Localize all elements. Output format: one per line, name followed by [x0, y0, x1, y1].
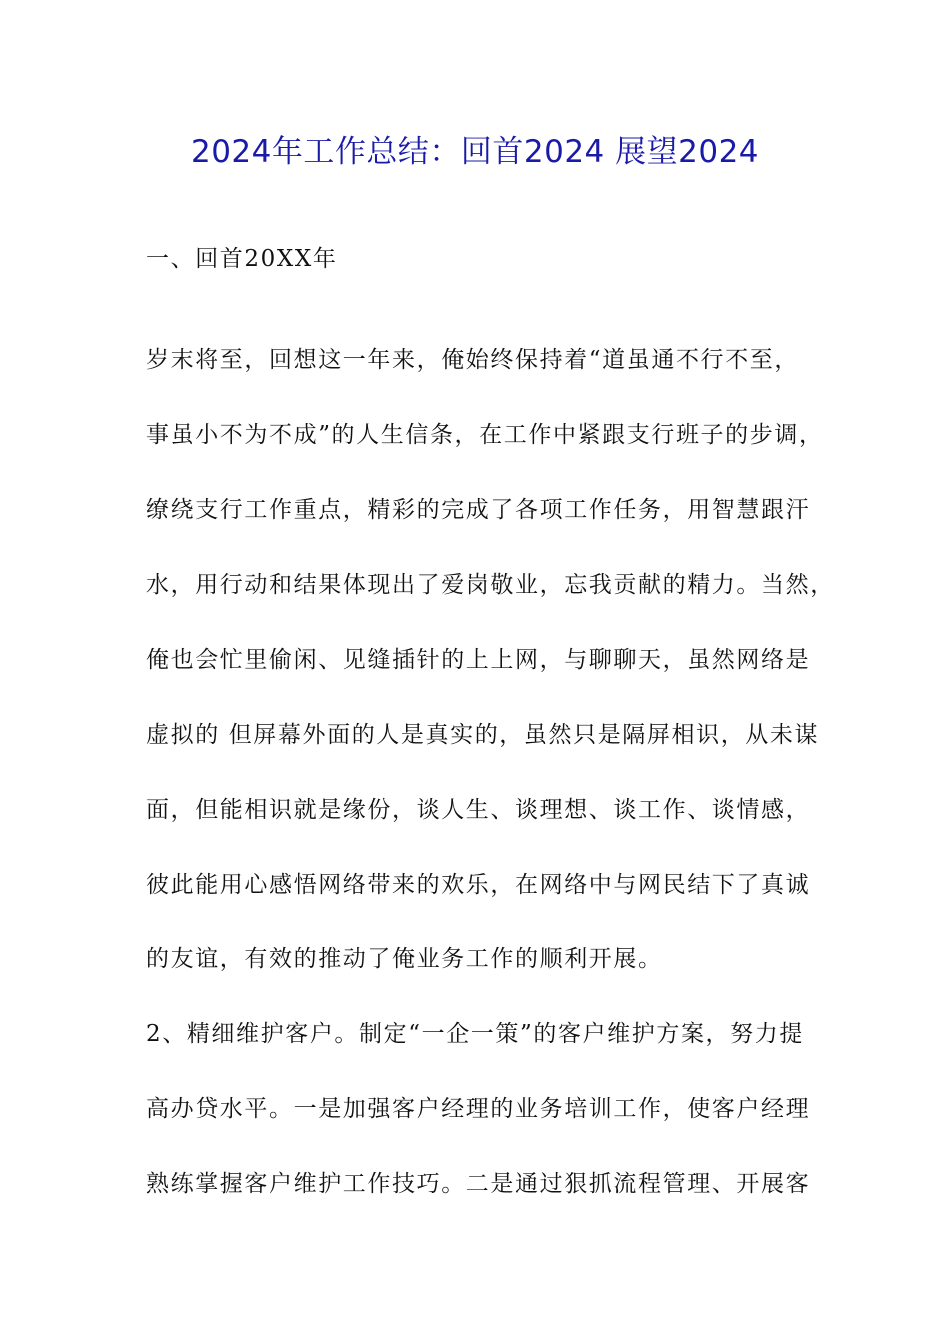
- paragraph-line: 缭绕支行工作重点，精彩的完成了各项工作任务，用智慧跟汗: [146, 497, 811, 523]
- paragraph-line: 岁末将至，回想这一年来，俺始终保持着“道虽通不行不至，: [146, 347, 799, 373]
- paragraph-line: 水，用行动和结果体现出了爱岗敬业，忘我贡献的精力。当然，: [146, 572, 835, 598]
- paragraph-line: 的友谊，有效的推动了俺业务工作的顺利开展。: [146, 946, 663, 972]
- paragraph-line: 高办贷水平。一是加强客户经理的业务培训工作，使客户经理: [146, 1096, 811, 1122]
- paragraph-line: 2、精细维护客户。制定“一企一策”的客户维护方案，努力提: [146, 1021, 804, 1047]
- paragraph-line: 虚拟的 但屏幕外面的人是真实的，虽然只是隔屏相识，从未谋: [146, 722, 820, 748]
- paragraph-line: 俺也会忙里偷闲、见缝插针的上上网，与聊聊天，虽然网络是: [146, 647, 811, 673]
- section-heading: 一、回首20XX年: [146, 246, 338, 272]
- document-title: 2024年工作总结：回首2024 展望2024: [190, 134, 760, 170]
- paragraph-line: 面，但能相识就是缘份，谈人生、谈理想、谈工作、谈情感，: [146, 797, 811, 823]
- paragraph-line: 事虽小不为不成”的人生信条，在工作中紧跟支行班子的步调，: [146, 422, 824, 448]
- paragraph-line: 熟练掌握客户维护工作技巧。二是通过狠抓流程管理、开展客: [146, 1171, 811, 1197]
- paragraph-line: 彼此能用心感悟网络带来的欢乐，在网络中与网民结下了真诚: [146, 872, 811, 898]
